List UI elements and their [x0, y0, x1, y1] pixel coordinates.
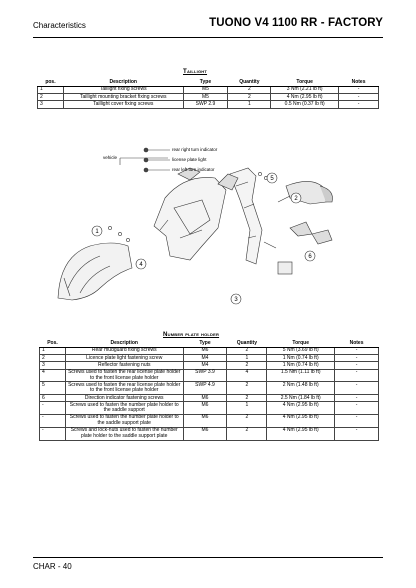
table-cell: M6 [183, 395, 227, 402]
table-cell: - [335, 362, 379, 369]
table-row [40, 402, 379, 415]
table-cell: SWP 3.9 [183, 369, 227, 382]
table-cell: M5 [183, 87, 228, 94]
column-header: Quantity [227, 341, 267, 348]
column-header: Notes [339, 80, 379, 87]
header-divider [33, 37, 383, 38]
column-header: Type [183, 80, 228, 87]
column-header: Description [63, 80, 183, 87]
table-cell: - [335, 369, 379, 382]
table-cell: 2 [228, 87, 271, 94]
table-cell: - [335, 427, 379, 440]
table-cell: 1 [227, 355, 267, 362]
table-row [40, 355, 379, 362]
header-section-label: Characteristics [33, 21, 86, 30]
table-row [40, 395, 379, 402]
table-cell: 2 [40, 355, 66, 362]
number-plate-table [39, 341, 379, 441]
column-header: Torque [267, 341, 335, 348]
table-cell: 4 Nm (2.95 lb ft) [267, 402, 335, 415]
table-cell: 3 [38, 101, 64, 108]
marker-2: 2 [294, 196, 298, 202]
table-cell: Screws used to fasten the number plate holder to the saddle support [65, 402, 183, 415]
table-cell: 2 [228, 94, 271, 101]
table-cell: 3 Nm (2.21 lb ft) [271, 87, 339, 94]
column-header: Quantity [228, 80, 271, 87]
table-cell: M4 [183, 355, 227, 362]
table-cell: M6 [183, 427, 227, 440]
table-cell: - [335, 355, 379, 362]
table-cell: Taillight cover fixing screws [63, 101, 183, 108]
turn-indicator-left [312, 230, 332, 244]
table-cell: 2 [227, 348, 267, 355]
table-cell: Screws used to fasten the number plate holder to the saddle support plate [65, 415, 183, 428]
plate-holder-part [154, 177, 226, 260]
taillight-table [37, 80, 379, 109]
table-cell: - [339, 94, 379, 101]
table-row [40, 427, 379, 440]
marker-3: 3 [234, 297, 238, 303]
table-cell: 1 [40, 348, 66, 355]
table-cell: 4 Nm (2.95 lb ft) [267, 427, 335, 440]
number-plate-section-title: Number plate holder [163, 331, 220, 338]
table-cell: 1.5 Nm (1.11 lb ft) [267, 369, 335, 382]
table-cell: - [335, 382, 379, 395]
column-header: Torque [271, 80, 339, 87]
table-cell: 3 [40, 362, 66, 369]
table-cell: M6 [183, 348, 227, 355]
table-row [38, 87, 379, 94]
table-cell: 2 [227, 427, 267, 440]
table-cell: Screws used to fasten the rear license plate holder to the front license plate holder [65, 369, 183, 382]
table-cell: Reflector fastening nuts [65, 362, 183, 369]
table-cell: 4 [227, 369, 267, 382]
table-cell: 2 [227, 395, 267, 402]
table-header-row [40, 341, 379, 348]
table-cell: - [40, 402, 66, 415]
table-cell: 2.5 Nm (1.84 lb ft) [267, 395, 335, 402]
table-cell: Screws and lock-nuts used to fasten the number plate holder to the saddle support plate [65, 427, 183, 440]
table-cell: - [40, 427, 66, 440]
table-cell: 1 [38, 87, 64, 94]
table-cell: - [40, 415, 66, 428]
table-cell: 2 [227, 415, 267, 428]
table-cell: 5 [40, 382, 66, 395]
taillight-exploded-diagram [50, 138, 368, 308]
table-cell: 5 Nm (3.69 lb ft) [267, 348, 335, 355]
table-cell: Screws used to fasten the rear license plate holder to the front license plate holder [65, 382, 183, 395]
table-cell: 4 [40, 369, 66, 382]
table-cell: M6 [183, 415, 227, 428]
table-cell: Rear mudguard fixing screws [65, 348, 183, 355]
footer-divider [33, 557, 383, 558]
table-cell: 0.5 Nm (0.37 lb ft) [271, 101, 339, 108]
table-cell: - [339, 101, 379, 108]
table-row [40, 382, 379, 395]
table-cell: - [335, 348, 379, 355]
table-cell: 6 [40, 395, 66, 402]
table-cell: 1 [227, 402, 267, 415]
table-cell: SWP 2.9 [183, 101, 228, 108]
table-cell: 2 [38, 94, 64, 101]
marker-1: 1 [95, 229, 99, 235]
table-cell: Taillight fixing screws [63, 87, 183, 94]
column-header: Description [65, 341, 183, 348]
page-title: TUONO V4 1100 RR - FACTORY [209, 17, 383, 29]
table-cell: 4 Nm (2.95 lb ft) [271, 94, 339, 101]
column-header: Type [183, 341, 227, 348]
vehicle-label: vehicle [103, 155, 118, 160]
table-row [40, 348, 379, 355]
column-header: Notes [335, 341, 379, 348]
table-cell: SWP 4.9 [183, 382, 227, 395]
table-row [40, 415, 379, 428]
table-cell: 1 [228, 101, 271, 108]
table-cell: 2 [227, 362, 267, 369]
table-cell: 2 [227, 382, 267, 395]
table-cell: 1 Nm (0.74 lb ft) [267, 362, 335, 369]
callout-license-plate-light: license plate light [172, 157, 207, 162]
table-cell: Direction indicator fastening screws [65, 395, 183, 402]
table-cell: Taillight mounting bracket fixing screws [63, 94, 183, 101]
column-header: Pos. [40, 341, 66, 348]
marker-5: 5 [270, 176, 274, 182]
callout-rear-right-turn-indicator: rear right turn indicator [172, 147, 218, 152]
marker-4: 4 [139, 262, 143, 268]
page-number: CHAR - 40 [33, 562, 72, 571]
table-cell: 2 Nm (1.48 lb ft) [267, 382, 335, 395]
table-cell: - [339, 87, 379, 94]
table-cell: M4 [183, 362, 227, 369]
table-cell: 4 Nm (2.95 lb ft) [267, 415, 335, 428]
table-cell: - [335, 395, 379, 402]
marker-6: 6 [308, 254, 312, 260]
turn-indicator-right [290, 222, 312, 236]
taillight-section-title: Taillight [183, 68, 208, 75]
table-row [38, 101, 379, 108]
table-cell: Licence plate light fastening screw [65, 355, 183, 362]
rear-mudguard-part [58, 243, 132, 300]
column-header: pos. [38, 80, 64, 87]
table-cell: M6 [183, 402, 227, 415]
callout-rear-left-turn-indicator: rear left turn indicator [172, 167, 215, 172]
table-cell: M5 [183, 94, 228, 101]
table-cell: - [335, 415, 379, 428]
table-cell: - [335, 402, 379, 415]
table-cell: 1 Nm (0.74 lb ft) [267, 355, 335, 362]
table-row [38, 94, 379, 101]
table-row [40, 369, 379, 382]
